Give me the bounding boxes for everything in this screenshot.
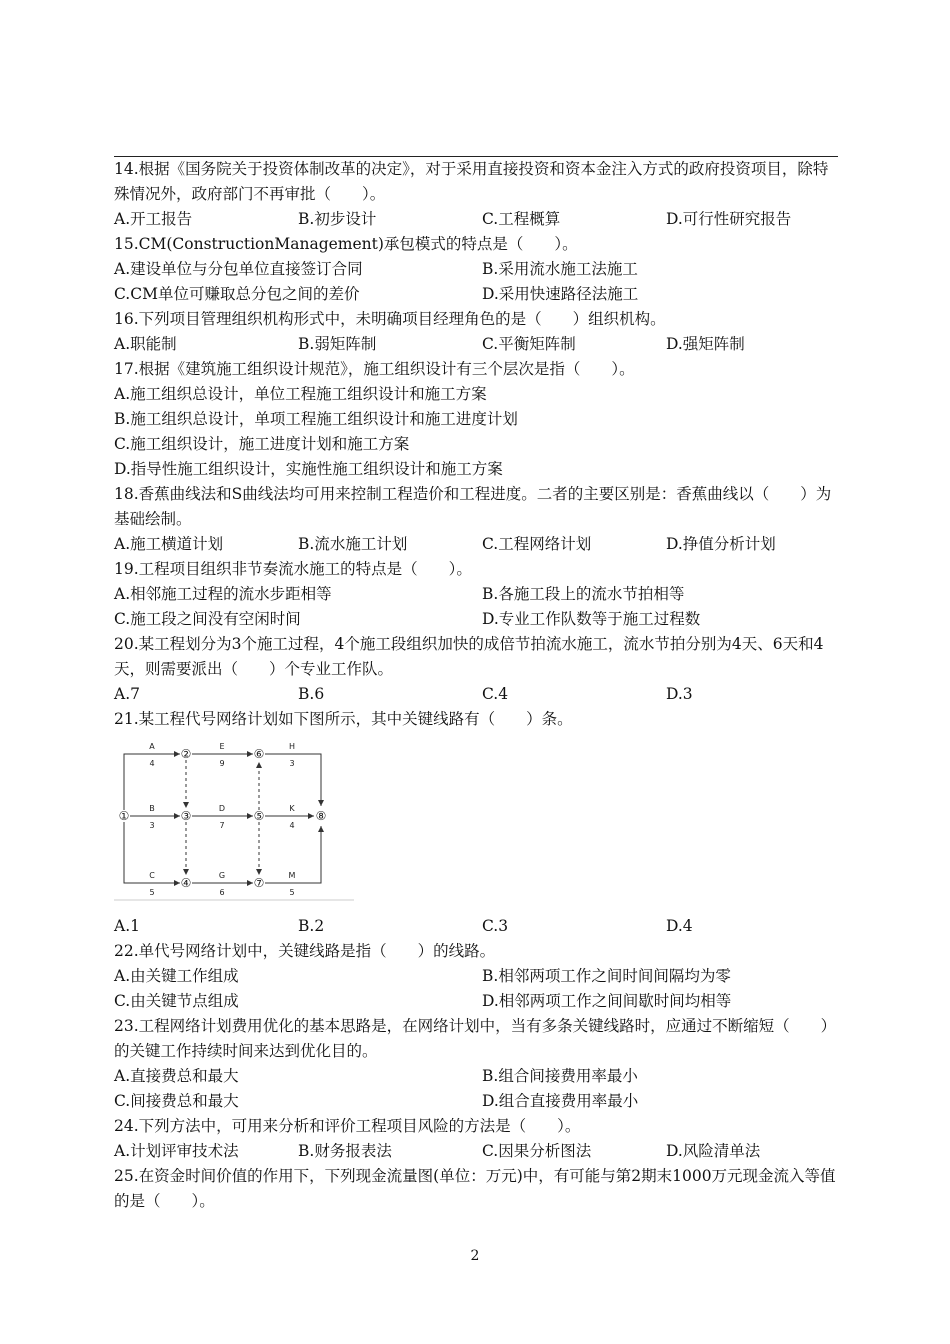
activity-duration: 5 [149, 888, 155, 897]
node-5: ⑤ [253, 809, 265, 823]
option-c: C.4 [482, 685, 509, 703]
question-21-options [114, 914, 838, 939]
option-d: D.3 [666, 685, 693, 703]
option-c: C.由关键节点组成 [114, 992, 239, 1010]
option-c: C.因果分析图法 [482, 1142, 592, 1160]
question-22-options [114, 964, 838, 1014]
activity-duration: 4 [289, 821, 295, 830]
question-17-stem: 17.根据《建筑施工组织设计规范》，施工组织设计有三个层次是指（ ）。 [114, 360, 635, 378]
option-b: B.初步设计 [298, 210, 377, 228]
option-a: A.施工组织总设计，单位工程施工组织设计和施工方案 [114, 385, 487, 403]
page-number: 2 [470, 1248, 480, 1264]
option-d: D.4 [666, 917, 693, 935]
activity-duration: 6 [219, 888, 225, 897]
question-23-options [114, 1064, 838, 1114]
activity-duration: 9 [219, 759, 225, 768]
option-d: D.采用快速路径法施工 [482, 285, 639, 303]
option-b: B.弱矩阵制 [298, 335, 377, 353]
question-25-stem: 25.在资金时间价值的作用下，下列现金流量图(单位：万元)中，有可能与第2期末1000万元现金流入等值的是（ ）。 [114, 1167, 836, 1210]
option-d: D.挣值分析计划 [666, 535, 776, 553]
question-16-stem: 16.下列项目管理组织机构形式中，未明确项目经理角色的是（ ）组织机构。 [114, 310, 666, 328]
option-c: C.施工段之间没有空闲时间 [114, 610, 301, 628]
question-15-stem: 15.CM(ConstructionManagement)承包模式的特点是（ ）。 [114, 235, 578, 253]
option-a: A.施工横道计划 [114, 535, 224, 553]
option-d: D.专业工作队数等于施工过程数 [482, 610, 701, 628]
option-a: A.由关键工作组成 [114, 967, 239, 985]
option-a: A.建设单位与分包单位直接签订合同 [114, 260, 363, 278]
activity-label: D [218, 804, 226, 813]
option-c: C.工程网络计划 [482, 535, 592, 553]
node-4: ④ [180, 876, 192, 890]
node-2: ② [180, 747, 192, 761]
option-d: D.强矩阵制 [666, 335, 745, 353]
option-c: C.施工组织设计，施工进度计划和施工方案 [114, 435, 410, 453]
option-a: A.计划评审技术法 [114, 1142, 239, 1160]
question-18-stem: 18.香蕉曲线法和S曲线法均可用来控制工程造价和工程进度。二者的主要区别是：香蕉曲线以（ ）为基础绘制。 [114, 485, 832, 528]
option-d: D.组合直接费用率最小 [482, 1092, 639, 1110]
option-b: B.财务报表法 [298, 1142, 392, 1160]
option-a: A.职能制 [114, 335, 177, 353]
question-22-stem: 22.单代号网络计划中，关键线路是指（ ）的线路。 [114, 942, 496, 960]
activity-label: A [149, 742, 155, 751]
activity-duration: 7 [219, 821, 225, 830]
question-24-options [114, 1139, 838, 1164]
option-a: A.直接费总和最大 [114, 1067, 239, 1085]
activity-label: E [219, 742, 225, 751]
question-20-stem: 20.某工程划分为3个施工过程，4个施工段组织加快的成倍节拍流水施工，流水节拍分别为4天、6天和4天，则需要派出（ ）个专业工作队。 [114, 635, 824, 678]
node-7: ⑦ [253, 876, 265, 890]
option-b: B.6 [298, 685, 325, 703]
option-c: C.平衡矩阵制 [482, 335, 576, 353]
activity-label: K [289, 804, 295, 813]
question-24-stem: 24.下列方法中，可用来分析和评价工程项目风险的方法是（ ）。 [114, 1117, 581, 1135]
option-c: C.3 [482, 917, 509, 935]
option-c: C.工程概算 [482, 210, 561, 228]
option-c: C.间接费总和最大 [114, 1092, 239, 1110]
question-16-options [114, 332, 838, 357]
activity-label: G [218, 871, 226, 880]
question-19-stem: 19.工程项目组织非节奏流水施工的特点是（ ）。 [114, 560, 472, 578]
option-b: B.组合间接费用率最小 [482, 1067, 638, 1085]
option-a: A.相邻施工过程的流水步距相等 [114, 585, 332, 603]
node-1: ① [118, 809, 130, 823]
network-diagram-svg [114, 732, 364, 914]
option-d: D.相邻两项工作之间间歇时间均相等 [482, 992, 732, 1010]
question-19-options [114, 582, 838, 632]
option-d: D.指导性施工组织设计，实施性施工组织设计和施工方案 [114, 460, 503, 478]
activity-duration: 3 [149, 821, 155, 830]
activity-label: M [288, 871, 296, 880]
activity-label: H [288, 742, 296, 751]
option-a: A.1 [114, 917, 140, 935]
activity-duration: 3 [289, 759, 295, 768]
question-14-options [114, 207, 838, 232]
activity-duration: 5 [289, 888, 295, 897]
question-23-stem: 23.工程网络计划费用优化的基本思路是，在网络计划中，当有多条关键线路时，应通过不断缩短（ ）的关键工作持续时间来达到优化目的。 [114, 1017, 837, 1060]
option-c: C.CM单位可赚取总分包之间的差价 [114, 285, 360, 303]
option-b: B.流水施工计划 [298, 535, 408, 553]
question-21-stem: 21.某工程代号网络计划如下图所示，其中关键线路有（ ）条。 [114, 710, 573, 728]
activity-label: C [149, 871, 155, 880]
option-b: B.施工组织总设计，单项工程施工组织设计和施工进度计划 [114, 410, 518, 428]
question-list [114, 157, 838, 1214]
option-b: B.采用流水施工法施工 [482, 260, 638, 278]
question-20-options [114, 682, 838, 707]
node-6: ⑥ [253, 747, 265, 761]
option-d: D.风险清单法 [666, 1142, 761, 1160]
option-a: A.7 [114, 685, 140, 703]
option-b: B.2 [298, 917, 325, 935]
option-b: B.相邻两项工作之间时间间隔均为零 [482, 967, 731, 985]
network-diagram [114, 732, 838, 914]
node-3: ③ [180, 809, 192, 823]
option-d: D.可行性研究报告 [666, 210, 792, 228]
activity-label: B [149, 804, 155, 813]
question-15-options [114, 257, 838, 307]
activity-duration: 4 [149, 759, 155, 768]
question-18-options [114, 532, 838, 557]
option-b: B.各施工段上的流水节拍相等 [482, 585, 685, 603]
option-a: A.开工报告 [114, 210, 193, 228]
question-14-stem: 14.根据《国务院关于投资体制改革的决定》，对于采用直接投资和资本金注入方式的政府投资项目，除特殊情况外，政府部门不再审批（ ）。 [114, 160, 829, 203]
node-8: ⑧ [315, 809, 327, 823]
